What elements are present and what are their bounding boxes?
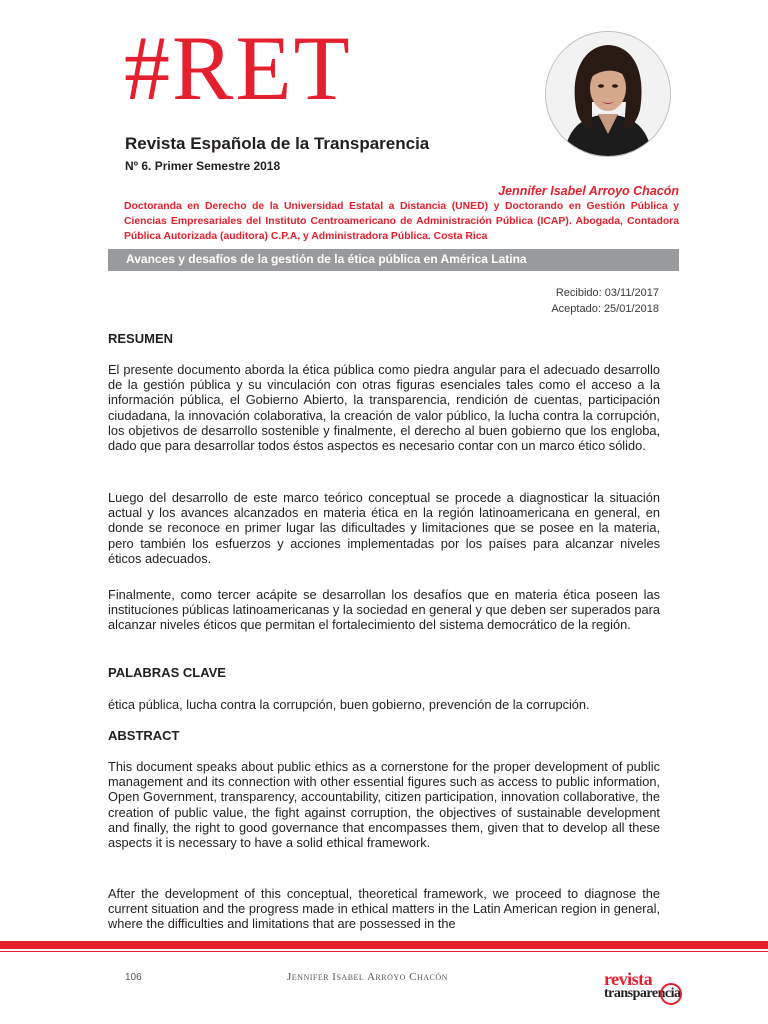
accepted-date: Aceptado: 25/01/2018 (551, 303, 659, 315)
resumen-paragraph-2: Luego del desarrollo de este marco teórico conceptual se procede a diagnosticar la situación actual y los avances alcanzados en materia ética en la región latinoamericana en general, en donde se reconoce en primer lugar las dificultades y limitaciones que se posee en la materia, pero también los esfuerzos y acciones implementadas por los países para alcanzar niveles éticos adecuados. (108, 490, 660, 566)
revista-transparencia-logo (604, 970, 684, 1010)
footer-divider (0, 941, 768, 949)
page-number: 106 (125, 972, 142, 983)
article-title-bar (108, 249, 679, 271)
magnifier-icon (660, 983, 682, 1005)
resumen-paragraph-3: Finalmente, como tercer acápite se desarrollan los desafíos que en materia ética poseen las instituciones públicas latinoamericanas y la sociedad en general y que deben ser superados para alcanzar niveles éticos que permitan el fortalecimiento del sistema democrático de la región. (108, 587, 660, 633)
resumen-heading: RESUMEN (108, 331, 174, 346)
brand-logo-bottom: transparencia (604, 986, 681, 1001)
received-date: Recibido: 03/11/2017 (555, 287, 659, 299)
abstract-paragraph-2: After the development of this conceptual, theoretical framework, we proceed to diagnose the current situation and the progress made in ethical matters in the Latin American region in general, where the difficulties and limitations that are possessed in the (108, 886, 660, 932)
palabras-clave-heading: PALABRAS CLAVE (108, 665, 226, 680)
journal-title: Revista Española de la Transparencia (125, 134, 430, 153)
issue-info: Nº 6. Primer Semestre 2018 (125, 159, 281, 173)
footer-author: Jennifer Isabel Arroyo Chacón (287, 971, 448, 983)
abstract-heading: ABSTRACT (108, 728, 180, 743)
abstract-paragraph-1: This document speaks about public ethics as a cornerstone for the proper development of public management and its connection with other essential figures such as access to public information, Open Government, transparency, accountability, citizen participation, innovation collaborative, the creation of public value, the fight against corruption, the objectives of sustainable development and finally, the right to good governance that encompasses them, given that to develop all these aspects it is necessary to have a solid ethical framework. (108, 759, 660, 851)
author-portrait-icon (546, 32, 670, 156)
author-photo (545, 31, 671, 157)
article-dates (551, 285, 659, 317)
resumen-paragraph-1: El presente documento aborda la ética pública como piedra angular para el adecuado desarrollo de la gestión pública y su vinculación con otras figuras esenciales tales como el acceso a la información pública, el Gobierno Abierto, la transparencia, rendición de cuentas, participación ciudadana, la innovación colaborativa, la creación de valor público, la lucha contra la corrupción, los objetivos de desarrollo sostenible y finalmente, el derecho al buen gobierno que los engloba, dado que para desarrollar todos éstos aspectos es necesario contar con un marco ético sólido. (108, 362, 660, 454)
author-name: Jennifer Isabel Arroyo Chacón (498, 184, 679, 198)
palabras-clave-text: ética pública, lucha contra la corrupción, buen gobierno, prevención de la corrupción. (108, 697, 590, 712)
journal-logo: #RET (124, 17, 352, 119)
author-affiliation: Doctoranda en Derecho de la Universidad Estatal a Distancia (UNED) y Doctorando en Gestión Pública y Ciencias Empresariales del Instituto Centroamericano de Administración Pública (ICAP). Abogada, Contadora Pública Autorizada (auditora) C.P.A, y Administradora Pública. Costa Rica (124, 201, 679, 242)
brand-logo-top: revista (604, 969, 653, 989)
footer-divider-thin (0, 951, 768, 952)
article-title: Avances y desafíos de la gestión de la ética pública en América Latina (126, 252, 527, 266)
